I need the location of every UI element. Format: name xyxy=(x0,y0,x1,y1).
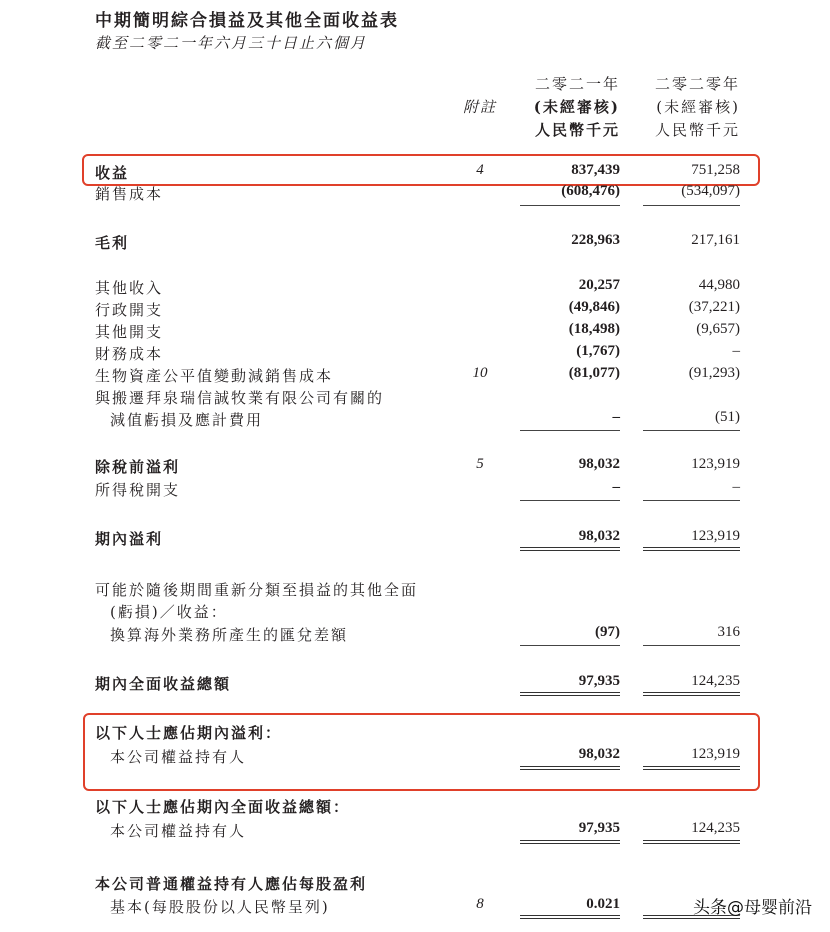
row-value-2021: 97,935 xyxy=(578,673,620,689)
row-value-2021: (49,846) xyxy=(568,299,620,315)
row-label: 收益 xyxy=(95,164,130,182)
row-value-2021: 837,439 xyxy=(571,162,620,178)
row-label: 以下人士應佔期內全面收益總額： xyxy=(95,798,351,816)
row-label: (虧損)／收益： xyxy=(110,603,228,621)
row-label: 其他收入 xyxy=(95,279,164,297)
row-label: 生物資產公平值變動減銷售成本 xyxy=(95,367,334,385)
header-col2-audit: (未經審核) xyxy=(656,98,740,116)
table-row-exchange-differences xyxy=(0,624,830,646)
row-label: 銷售成本 xyxy=(95,185,164,203)
double-underline xyxy=(520,547,620,551)
table-row-gross-profit xyxy=(0,232,830,254)
row-value-2020: 124,235 xyxy=(691,820,740,836)
row-value-2020: (37,221) xyxy=(688,299,740,315)
single-underline xyxy=(643,430,740,431)
row-label: 換算海外業務所產生的匯兌差額 xyxy=(110,626,349,644)
single-underline xyxy=(520,645,620,646)
row-value-2021: – xyxy=(612,479,620,495)
table-row-oci-heading-2 xyxy=(0,601,830,623)
table-row-cost-of-sales xyxy=(0,183,830,205)
table-row-oci-heading-1 xyxy=(0,579,830,601)
table-row-eps-heading xyxy=(0,873,830,895)
single-underline xyxy=(643,205,740,206)
table-row-admin-expenses xyxy=(0,299,830,321)
row-value-2021: 98,032 xyxy=(578,746,620,762)
row-value-2020: (91,293) xyxy=(688,365,740,381)
statement-period: 截至二零二一年六月三十日止六個月 xyxy=(95,34,368,52)
table-row-tci-equity-holders xyxy=(0,820,830,842)
table-row-profit-before-tax xyxy=(0,456,830,478)
row-note: 10 xyxy=(472,365,488,381)
row-value-2020: (51) xyxy=(715,409,740,425)
row-value-2021: 228,963 xyxy=(571,232,620,248)
row-value-2021: 98,032 xyxy=(578,456,620,472)
row-value-2020: – xyxy=(732,479,740,495)
row-label: 可能於隨後期間重新分類至損益的其他全面 xyxy=(95,581,419,599)
double-underline xyxy=(520,692,620,696)
row-label: 與搬遷拜泉瑞信誠牧業有限公司有關的 xyxy=(95,389,385,407)
row-note: 8 xyxy=(476,896,484,912)
header-col2-year: 二零二零年 xyxy=(654,75,740,93)
row-value-2020: 123,919 xyxy=(691,746,740,762)
table-row-tci-attributable-heading xyxy=(0,796,830,818)
row-value-2021: (1,767) xyxy=(576,343,620,359)
double-underline xyxy=(520,840,620,844)
table-row-revenue xyxy=(0,162,830,184)
table-row-other-expenses xyxy=(0,321,830,343)
row-value-2021: (608,476) xyxy=(561,183,620,199)
row-value-2020: 217,161 xyxy=(691,232,740,248)
row-label: 除稅前溢利 xyxy=(95,458,181,476)
double-underline xyxy=(643,547,740,551)
statement-title: 中期簡明綜合損益及其他全面收益表 xyxy=(95,11,399,31)
row-value-2021: (97) xyxy=(595,624,620,640)
double-underline xyxy=(643,840,740,844)
row-value-2021: 0.021 xyxy=(586,896,620,912)
table-row-relocation-line1 xyxy=(0,387,830,409)
row-note: 4 xyxy=(476,162,484,178)
row-label: 其他開支 xyxy=(95,323,164,341)
single-underline xyxy=(643,500,740,501)
table-row-profit-attributable-heading xyxy=(0,722,830,744)
row-label: 以下人士應佔期內溢利： xyxy=(95,724,283,742)
header-col1-unit: 人民幣千元 xyxy=(534,121,620,139)
header-col1-year: 二零二一年 xyxy=(534,75,620,93)
row-label: 行政開支 xyxy=(95,301,164,319)
double-underline xyxy=(643,766,740,770)
table-row-finance-costs xyxy=(0,343,830,365)
row-value-2020: 123,919 xyxy=(691,528,740,544)
row-value-2021: – xyxy=(612,409,620,425)
double-underline xyxy=(643,692,740,696)
row-label: 基本(每股股份以人民幣呈列) xyxy=(110,898,330,916)
row-value-2020: 123,919 xyxy=(691,456,740,472)
row-value-2020: 751,258 xyxy=(691,162,740,178)
table-row-profit-equity-holders xyxy=(0,746,830,768)
row-value-2020: (9,657) xyxy=(696,321,740,337)
single-underline xyxy=(520,430,620,431)
table-row-other-income xyxy=(0,277,830,299)
row-label: 毛利 xyxy=(95,234,130,252)
row-value-2021: 98,032 xyxy=(578,528,620,544)
row-value-2020: 316 xyxy=(717,624,740,640)
row-label: 所得稅開支 xyxy=(95,481,181,499)
row-label: 減值虧損及應計費用 xyxy=(110,411,264,429)
row-value-2020: – xyxy=(732,343,740,359)
header-note: 附註 xyxy=(462,98,497,116)
table-row-income-tax xyxy=(0,479,830,501)
table-row-impairment-accrued xyxy=(0,409,830,431)
watermark: 头条@母婴前沿 xyxy=(693,898,812,918)
single-underline xyxy=(520,205,620,206)
row-value-2021: (18,498) xyxy=(568,321,620,337)
row-note: 5 xyxy=(476,456,484,472)
row-value-2020: 44,980 xyxy=(698,277,740,293)
row-label: 本公司權益持有人 xyxy=(110,822,247,840)
row-value-2021: 20,257 xyxy=(578,277,620,293)
double-underline xyxy=(520,766,620,770)
single-underline xyxy=(643,645,740,646)
double-underline xyxy=(520,915,620,919)
single-underline xyxy=(520,500,620,501)
row-label: 期內溢利 xyxy=(95,530,164,548)
header-col1-audit: (未經審核) xyxy=(533,98,620,116)
row-value-2021: 97,935 xyxy=(578,820,620,836)
row-label: 本公司權益持有人 xyxy=(110,748,247,766)
row-value-2021: (81,077) xyxy=(568,365,620,381)
row-value-2020: 124,235 xyxy=(691,673,740,689)
header-col2-unit: 人民幣千元 xyxy=(654,121,740,139)
row-label: 期內全面收益總額 xyxy=(95,675,232,693)
row-label: 本公司普通權益持有人應佔每股盈利 xyxy=(95,875,368,893)
row-label: 財務成本 xyxy=(95,345,164,363)
table-row-biological-assets-fv-change xyxy=(0,365,830,387)
row-value-2020: (534,097) xyxy=(681,183,740,199)
